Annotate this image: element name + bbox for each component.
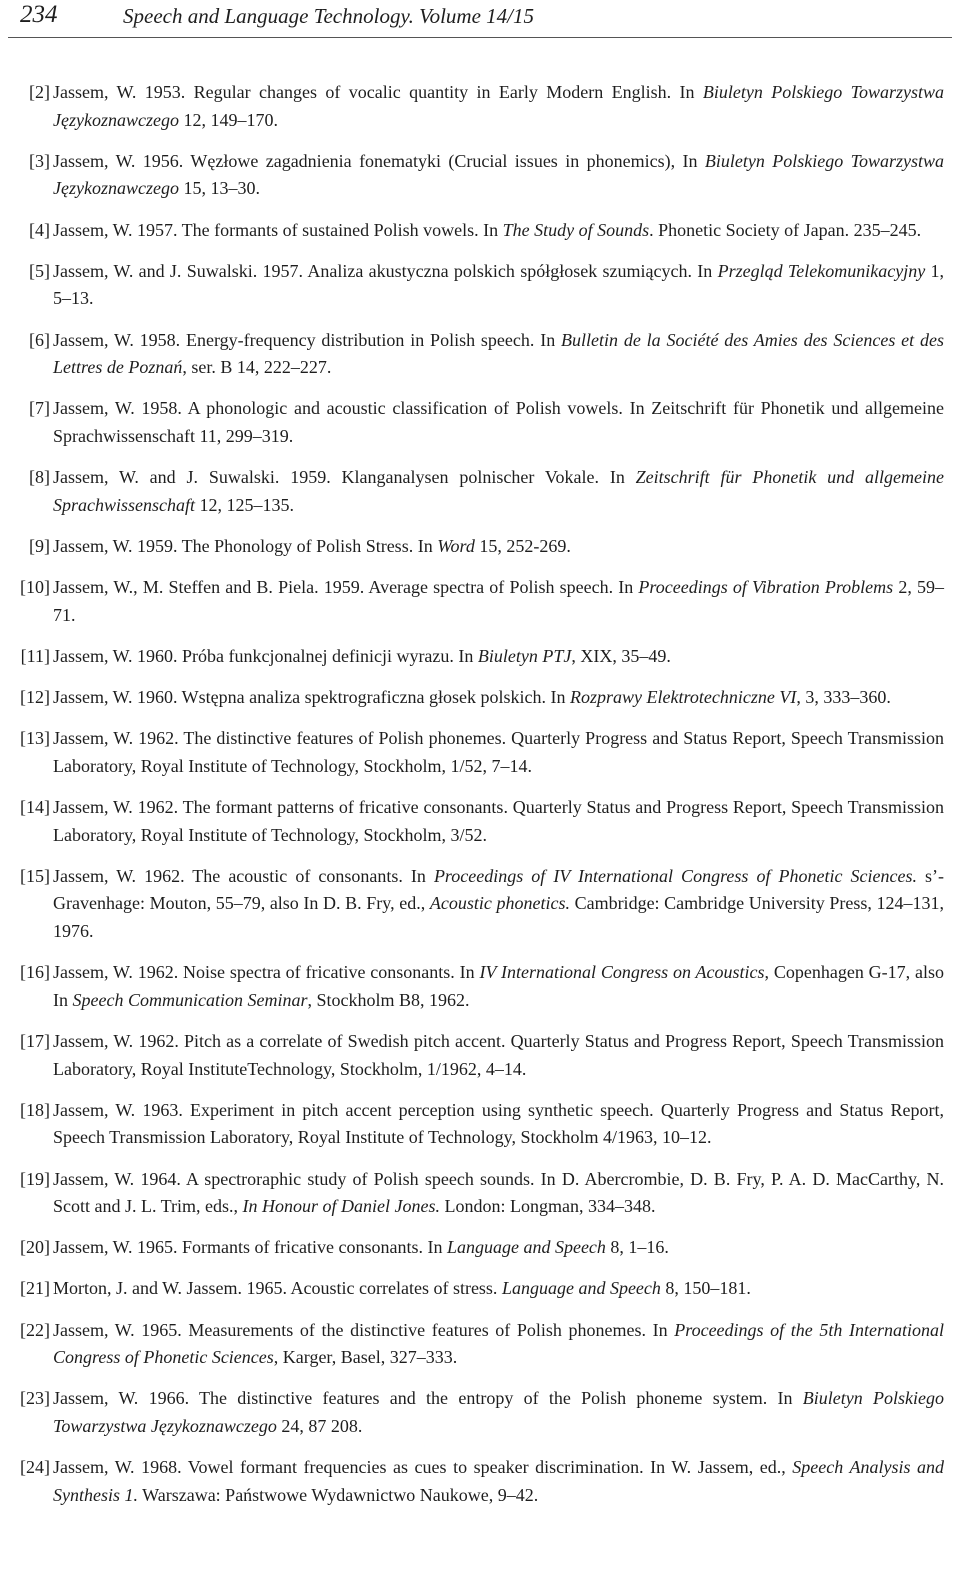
reference-entry [0, 533, 960, 561]
reference-number: [4] [29, 219, 50, 240]
reference-text [53, 863, 944, 946]
reference-text [53, 959, 944, 1014]
reference-number: [14] [20, 797, 50, 817]
reference-text-segment: , Copenhagen G-17, also In [53, 962, 944, 1010]
reference-title-italic: Biuletyn Polskiego Towarzystwa Językoznawczego [53, 150, 944, 199]
reference-text-segment: , ser. B 14, 222–227. [182, 357, 332, 378]
reference-text-segment: Jassem, W. and J. Suwalski. 1959. Klanganalysen polnischer Vokale. In [53, 467, 636, 488]
reference-number: [19] [20, 1168, 50, 1189]
reference-text-segment: Jassem, W. 1965. Measurements of the distinctive features of Polish phonemes. In [53, 1319, 675, 1340]
reference-text-segment: Jassem, W. 1960. Wstępna analiza spektrograficzna głosek polskich. In [53, 687, 571, 708]
reference-text [53, 1097, 944, 1152]
reference-number: [12] [20, 687, 50, 708]
reference-text-segment: 2, 59–71. [53, 577, 944, 625]
running-title: Speech and Language Technology. Volume 14/15 [123, 4, 535, 28]
reference-number: [3] [29, 150, 50, 171]
reference-text [53, 79, 944, 134]
reference-number: [10] [20, 577, 50, 598]
reference-title-italic: The Study of Sounds [502, 219, 650, 240]
reference-text-segment: Jassem, W. 1964. A spectroraphic study of Polish speech sounds. In D. Abercrombie, D. B. Fry, P. A. D. MacCarthy, N. Scott and J. L. Trim, eds., [53, 1168, 944, 1217]
reference-text [53, 574, 944, 629]
reference-text-segment: , Stockholm B8, 1962. [307, 989, 470, 1010]
reference-text-segment: 12, 149–170. [178, 109, 278, 130]
reference-text-segment: Jassem, W. and J. Suwalski. 1957. Analiza akustyczna polskich spółgłosek szumiących. In [53, 260, 718, 281]
reference-text-segment: Jassem, W. 1962. The formant patterns of fricative consonants. Quarterly Status and Progress Report, Speech Transmission Laboratory, Royal Institute of Technology, Stockholm, 3/52. [53, 797, 944, 845]
reference-text-segment: Jassem, W. 1957. The formants of sustained Polish vowels. In [53, 219, 503, 240]
reference-text [53, 464, 944, 519]
reference-text-segment: 8, 1–16. [605, 1237, 669, 1258]
reference-text-segment: London: Longman, 334–348. [440, 1196, 656, 1217]
reference-text-segment: Jassem, W. 1958. Energy-frequency distribution in Polish speech. In [53, 329, 562, 350]
reference-number: [6] [29, 329, 50, 350]
reference-title-italic: Proceedings of IV International Congress of Phonetic Sciences. [433, 865, 917, 886]
reference-entry [0, 1275, 960, 1303]
reference-text [53, 725, 944, 780]
reference-text-segment: 15, 252-269. [474, 535, 571, 556]
reference-title-italic: In Honour of Daniel Jones. [242, 1196, 441, 1217]
reference-text-segment: Warszawa: Państwowe Wydawnictwo Naukowe, 9–42. [138, 1484, 539, 1505]
reference-text [53, 533, 944, 561]
reference-text-segment: s’-Gravenhage: Mouton, 55–79, also In D. B. Fry, ed., [53, 865, 945, 914]
reference-entry [0, 1234, 960, 1262]
reference-text-segment: Jassem, W. 1962. Noise spectra of fricative consonants. In [53, 962, 480, 983]
reference-number: [8] [29, 467, 50, 488]
reference-text-segment: Morton, J. and W. Jassem. 1965. Acoustic correlates of stress. [53, 1278, 502, 1299]
reference-text-segment: Jassem, W. 1965. Formants of fricative consonants. In [53, 1237, 447, 1258]
reference-number: [9] [29, 535, 50, 556]
reference-number: [17] [20, 1030, 50, 1051]
reference-text-segment: 8, 150–181. [660, 1278, 751, 1299]
reference-number: [22] [20, 1319, 50, 1340]
reference-entry [0, 684, 960, 712]
reference-title-italic: Biuletyn Polskiego Towarzystwa Językoznawczego [53, 82, 944, 130]
reference-number: [18] [20, 1099, 50, 1120]
reference-text [53, 148, 944, 203]
reference-text [53, 217, 944, 245]
reference-text [53, 1454, 944, 1509]
reference-text [53, 1385, 944, 1440]
reference-text [53, 1234, 944, 1262]
reference-title-italic: Biuletyn Polskiego Towarzystwa Językoznawczego [53, 1388, 944, 1437]
reference-text-segment: 1, 5–13. [53, 260, 945, 309]
reference-title-italic: Zeitschrift für Phonetik und allgemeine Sprachwissenschaft [53, 467, 944, 515]
reference-text-segment: Cambridge: Cambridge University Press, 124–131, 1976. [53, 893, 945, 941]
reference-text-segment: Jassem, W. 1953. Regular changes of vocalic quantity in Early Modern English. In [53, 82, 703, 102]
reference-number: [21] [20, 1278, 50, 1299]
reference-text-segment: Jassem, W. 1958. A phonologic and acoustic classification of Polish vowels. In Zeitschrift für Phonetik und allgemeine Sprachwissenschaft 11, 299–319. [53, 398, 944, 446]
reference-number: [7] [29, 398, 50, 419]
reference-text [53, 258, 944, 313]
page-number: 234 [20, 1, 58, 28]
reference-entry [0, 643, 960, 671]
reference-text-segment: Jassem, W. 1966. The distinctive features and the entropy of the Polish phoneme system. In [53, 1388, 803, 1409]
reference-text [53, 327, 944, 382]
reference-text [53, 1275, 944, 1303]
reference-entry [0, 1097, 960, 1152]
reference-title-italic: Language and Speech [501, 1278, 661, 1299]
reference-title-italic: Przegląd Telekomunikacyjny [717, 260, 926, 281]
reference-text [53, 794, 944, 849]
reference-number: [13] [20, 728, 50, 749]
reference-text-segment: Jassem, W. 1960. Próba funkcjonalnej definicji wyrazu. In [53, 645, 478, 666]
reference-entry [0, 574, 960, 629]
reference-text-segment: 24, 87 208. [276, 1416, 363, 1437]
reference-text-segment: Jassem, W. 1963. Experiment in pitch accent perception using synthetic speech. Quarterly Progress and Status Report, Speech Transmission Laboratory, Royal Institute of Technology, Stockholm 4/1963, 10–12. [53, 1099, 944, 1148]
reference-number: [20] [20, 1237, 50, 1258]
reference-text-segment: Jassem, W. 1968. Vowel formant frequencies as cues to speaker discrimination. In W. Jassem, ed., [53, 1457, 793, 1478]
reference-title-italic: Word [437, 535, 475, 556]
reference-text-segment: , Karger, Basel, 327–333. [273, 1347, 458, 1368]
reference-text-segment: Jassem, W., M. Steffen and B. Piela. 1959. Average spectra of Polish speech. In [53, 577, 639, 598]
page-header [8, 0, 952, 38]
reference-text-segment: . Phonetic Society of Japan. 235–245. [649, 219, 922, 240]
reference-entry [0, 327, 960, 382]
reference-text [53, 1166, 944, 1221]
reference-entry [0, 1385, 960, 1440]
reference-number: [24] [20, 1457, 50, 1478]
reference-entry [0, 258, 960, 313]
reference-title-italic: Biuletyn PTJ [477, 645, 572, 666]
reference-entry [0, 1317, 960, 1372]
reference-text [53, 684, 944, 712]
reference-title-italic: Proceedings of Vibration Problems [638, 577, 894, 598]
reference-title-italic: Acoustic phonetics. [429, 893, 570, 914]
reference-text-segment: 12, 125–135. [195, 494, 294, 515]
reference-text-segment: Jassem, W. 1962. The acoustic of consonants. In [53, 865, 434, 886]
reference-number: [16] [20, 962, 50, 983]
reference-text-segment: 15, 13–30. [178, 178, 260, 199]
reference-entry [0, 395, 960, 450]
reference-entry [0, 1454, 960, 1509]
reference-text-segment: Jassem, W. 1962. The distinctive features of Polish phonemes. Quarterly Progress and Status Report, Speech Transmission Laboratory, Royal Institute of Technology, Stockholm, 1/52, 7–14. [53, 728, 944, 776]
reference-entry [0, 863, 960, 946]
reference-entry [0, 1028, 960, 1083]
reference-text [53, 395, 944, 450]
reference-title-italic: IV International Congress on Acoustics [479, 962, 765, 983]
reference-text [53, 1028, 944, 1083]
reference-title-italic: Speech Communication Seminar [72, 989, 308, 1010]
reference-text-segment: , XIX, 35–49. [571, 645, 671, 666]
reference-number: [15] [20, 865, 50, 886]
reference-text-segment: Jassem, W. 1959. The Phonology of Polish Stress. In [53, 535, 438, 556]
reference-entry [0, 1166, 960, 1221]
reference-number: [2] [29, 82, 50, 102]
reference-entry [0, 148, 960, 203]
reference-title-italic: Rozprawy Elektrotechniczne VI [570, 687, 797, 708]
reference-title-italic: Proceedings of the 5th International Congress of Phonetic Sciences [53, 1319, 944, 1368]
reference-text-segment: Jassem, W. 1956. Węzłowe zagadnienia fonematyki (Crucial issues in phonemics), In [53, 150, 705, 171]
reference-number: [23] [20, 1388, 50, 1409]
reference-text-segment: Jassem, W. 1962. Pitch as a correlate of Swedish pitch accent. Quarterly Status and Progress Report, Speech Transmission Laboratory, Royal InstituteTechnology, Stockholm, 1/1962, 4–14. [53, 1030, 944, 1079]
reference-entry [0, 725, 960, 780]
reference-number: [5] [29, 260, 50, 281]
reference-entry [0, 959, 960, 1014]
reference-entry [0, 464, 960, 519]
reference-text [53, 643, 944, 671]
reference-title-italic: Language and Speech [446, 1237, 606, 1258]
reference-entry [0, 794, 960, 849]
reference-title-italic: Bulletin de la Société des Amies des Sciences et des Lettres de Poznań [53, 329, 944, 378]
reference-entry [0, 79, 960, 134]
reference-entry [0, 217, 960, 245]
reference-list [0, 79, 960, 1523]
reference-text [53, 1317, 944, 1372]
reference-title-italic: Speech Analysis and Synthesis 1. [53, 1457, 944, 1505]
reference-number: [11] [20, 645, 50, 666]
reference-text-segment: , 3, 333–360. [796, 687, 891, 708]
